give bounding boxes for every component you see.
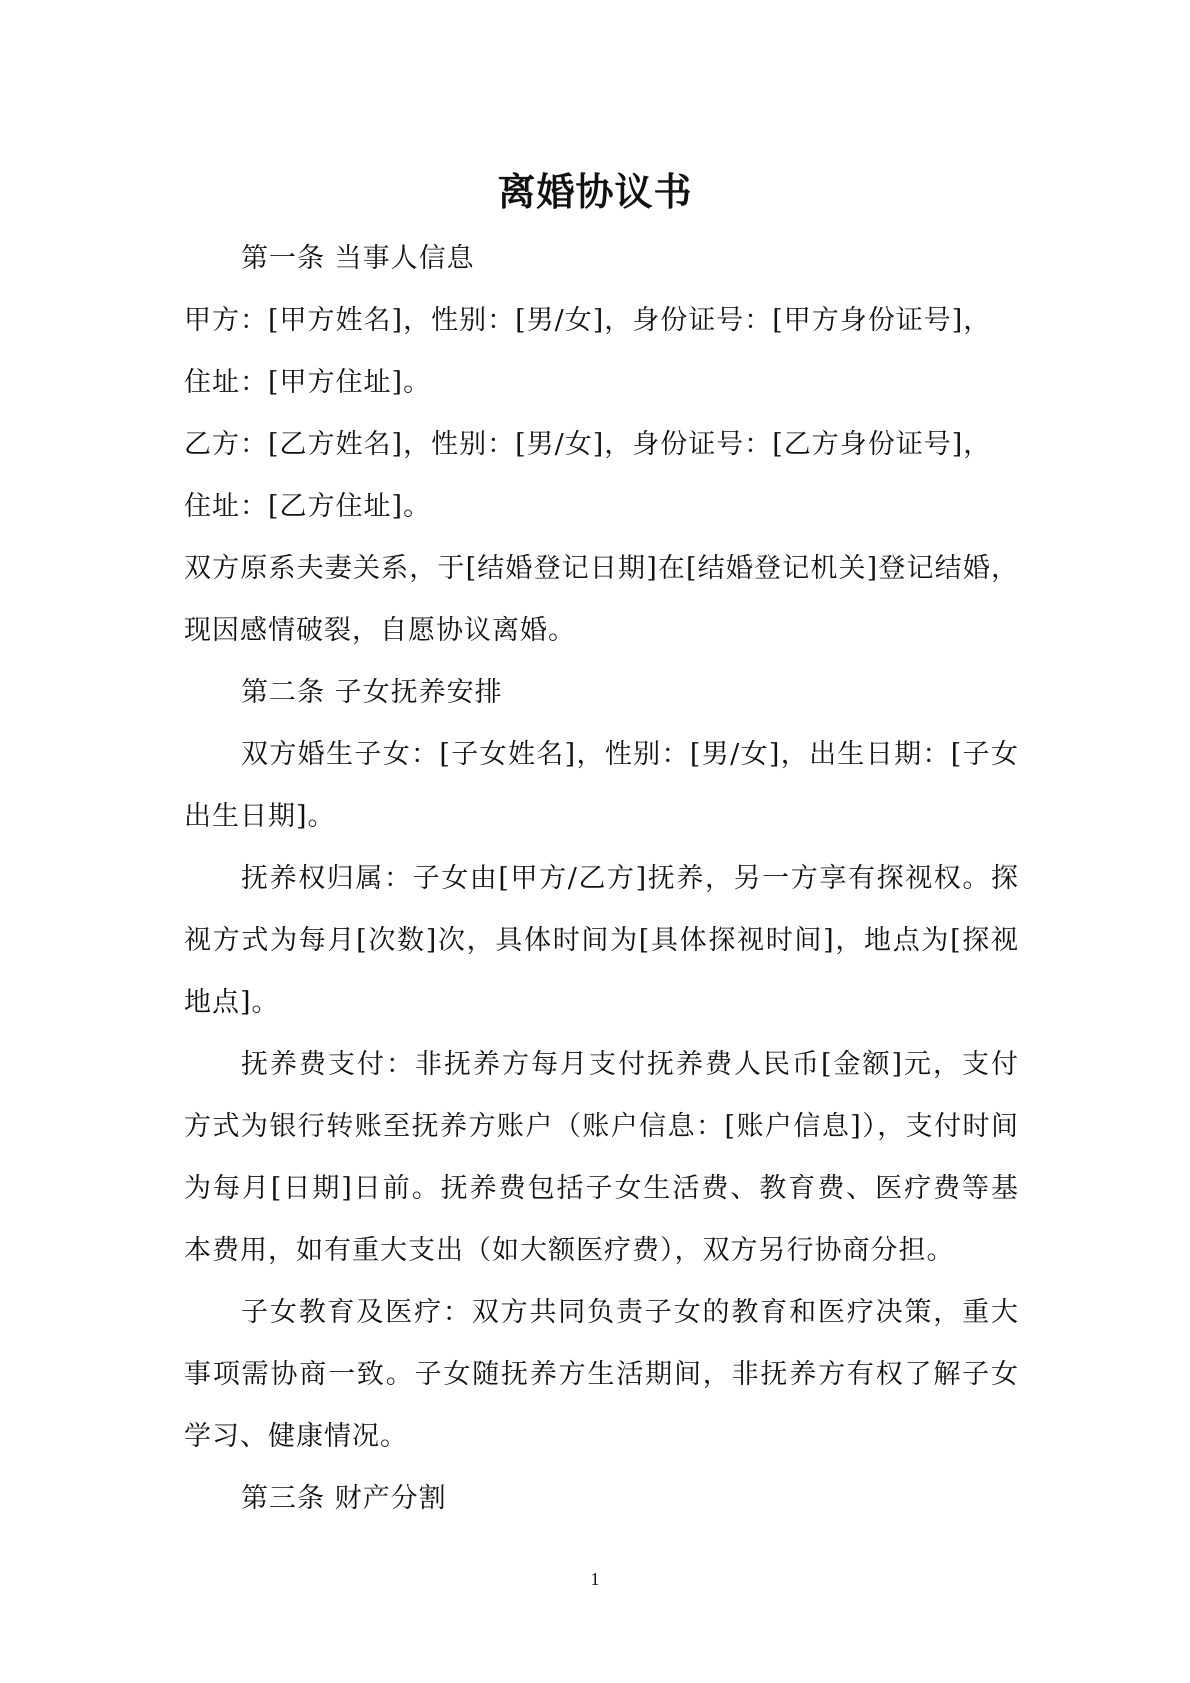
child-support-paragraph: 抚养费支付：非抚养方每月支付抚养费人民币[金额]元，支付方式为银行转账至抚养方账户（账户信息：[账户信息]），支付时间为每月[日期]日前。抚养费包括子女生活费、教育费、医疗费等基本费用，如有重大支出（如大额医疗费），双方另行协商分担。 <box>184 1049 1019 1266</box>
document-body <box>184 228 1019 1530</box>
party-a-line-1: 甲方：[甲方姓名]，性别：[男/女]，身份证号：[甲方身份证号]， <box>184 305 992 336</box>
party-b-line-2: 住址：[乙方住址]。 <box>184 491 432 522</box>
section-heading-3: 第三条 财产分割 <box>241 1483 447 1514</box>
section-heading-1: 第一条 当事人信息 <box>241 243 475 274</box>
page-number: 1 <box>590 1569 600 1589</box>
party-a-line-2: 住址：[甲方住址]。 <box>184 367 432 398</box>
marriage-statement: 双方原系夫妻关系，于[结婚登记日期]在[结婚登记机关]登记结婚，现因感情破裂，自愿协议离婚。 <box>184 553 1019 646</box>
custody-paragraph: 抚养权归属：子女由[甲方/乙方]抚养，另一方享有探视权。探视方式为每月[次数]次，具体时间为[具体探视时间]，地点为[探视地点]。 <box>184 863 1019 1018</box>
document-title: 离婚协议书 <box>497 169 693 214</box>
section-heading-2: 第二条 子女抚养安排 <box>241 677 503 708</box>
party-b-line-1: 乙方：[乙方姓名]，性别：[男/女]，身份证号：[乙方身份证号]， <box>184 429 992 460</box>
child-information-paragraph: 双方婚生子女：[子女姓名]，性别：[男/女]，出生日期：[子女出生日期]。 <box>184 739 1019 832</box>
education-medical-paragraph: 子女教育及医疗：双方共同负责子女的教育和医疗决策，重大事项需协商一致。子女随抚养方生活期间，非抚养方有权了解子女学习、健康情况。 <box>184 1297 1019 1452</box>
